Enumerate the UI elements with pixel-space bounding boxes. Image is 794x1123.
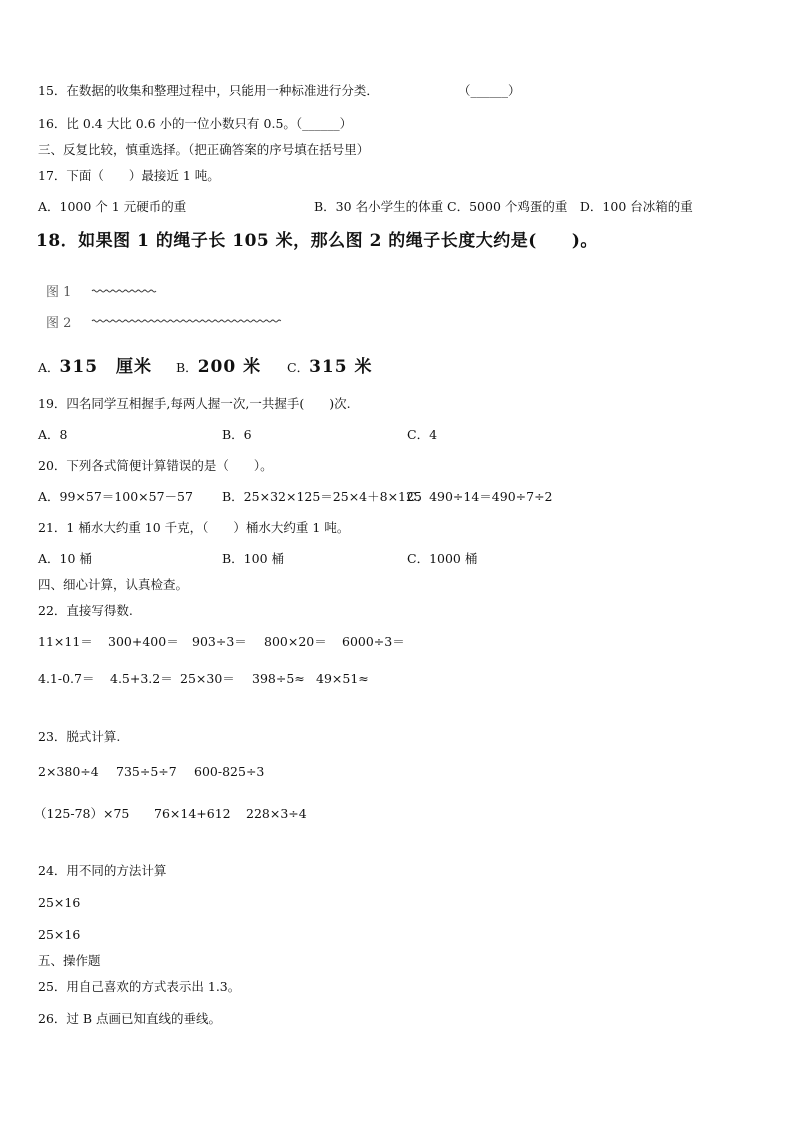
section-3-heading: 三、反复比较，慎重选择。（把正确答案的序号填在括号里） [38, 142, 370, 157]
q20-option-a: A．99×57＝100×57－57 [38, 489, 193, 504]
q22-item: 6000÷3＝ [342, 634, 405, 649]
q22-item: 4.5+3.2＝ [110, 671, 173, 686]
q22-item: 25×30＝ [180, 671, 235, 686]
q23-text: 23．脱式计算. [38, 729, 121, 744]
q19-option-a: A．8 [38, 427, 68, 442]
figure-1-rope [92, 285, 162, 297]
q17-options-bcd: B．30 名小学生的体重 C．5000 个鸡蛋的重 D．100 台冰箱的重 [314, 199, 693, 214]
q25-text: 25．用自己喜欢的方式表示出 1.3。 [38, 979, 241, 994]
figure-2-rope [92, 315, 287, 327]
q22-item: 11×11＝ [38, 634, 93, 649]
q21-option-b: B．100 桶 [222, 551, 285, 566]
q20-option-b: B．25×32×125＝25×4＋8×125 [222, 489, 422, 504]
q24-text: 24．用不同的方法计算 [38, 863, 167, 878]
q22-item: 4.1-0.7＝ [38, 671, 95, 686]
q22-item: 300+400＝ [108, 634, 179, 649]
q16-text: 16．比 0.4 大比 0.6 小的一位小数只有 0.5。（______） [38, 116, 353, 131]
q19-option-c: C．4 [407, 427, 438, 442]
q24-expression-1: 25×16 [38, 895, 81, 910]
figure-1-label: 图 1 [46, 285, 72, 300]
q23-item: 228×3÷4 [246, 806, 307, 821]
q18-option-a: A．315 厘米 [38, 357, 153, 377]
q21-option-c: C．1000 桶 [407, 551, 478, 566]
q22-item: 398÷5≈ [252, 671, 305, 686]
q19-text: 19．四名同学互相握手,每两人握一次,一共握手( )次. [38, 396, 351, 411]
q23-item: 735÷5÷7 [116, 764, 177, 779]
q21-option-a: A．10 桶 [38, 551, 92, 566]
q23-item: 600-825÷3 [194, 764, 265, 779]
q22-item: 903÷3＝ [192, 634, 247, 649]
q26-text: 26．过 B 点画已知直线的垂线。 [38, 1011, 222, 1026]
q23-item: 76×14+612 [154, 806, 231, 821]
q15-text: 15．在数据的收集和整理过程中，只能用一种标准进行分类． [38, 83, 379, 98]
q19-option-b: B．6 [222, 427, 252, 442]
q18-option-c: C．315 米 [287, 357, 373, 377]
q21-text: 21．1 桶水大约重 10 千克，（ ）桶水大约重 1 吨。 [38, 520, 350, 535]
q20-text: 20．下列各式简便计算错误的是（ ）。 [38, 458, 273, 473]
q18-option-b: B．200 米 [176, 357, 262, 377]
q15-answer-blank[interactable]: （______） [458, 83, 521, 98]
q17-text: 17．下面（ ）最接近 1 吨。 [38, 168, 220, 183]
q18-text: 18．如果图 1 的绳子长 105 米，那么图 2 的绳子长度大约是( )。 [36, 231, 598, 251]
q23-item: 2×380÷4 [38, 764, 99, 779]
q17-option-a: A．1000 个 1 元硬币的重 [38, 199, 187, 214]
q23-item: （125-78）×75 [34, 806, 130, 821]
q22-item: 800×20＝ [264, 634, 327, 649]
figure-2-label: 图 2 [46, 316, 72, 331]
q22-item: 49×51≈ [316, 671, 369, 686]
q24-expression-2: 25×16 [38, 927, 81, 942]
q22-text: 22．直接写得数. [38, 603, 133, 618]
q20-option-c: C．490÷14＝490÷7÷2 [407, 489, 553, 504]
section-5-heading: 五、操作题 [38, 953, 101, 968]
section-4-heading: 四、细心计算，认真检查。 [38, 577, 189, 592]
